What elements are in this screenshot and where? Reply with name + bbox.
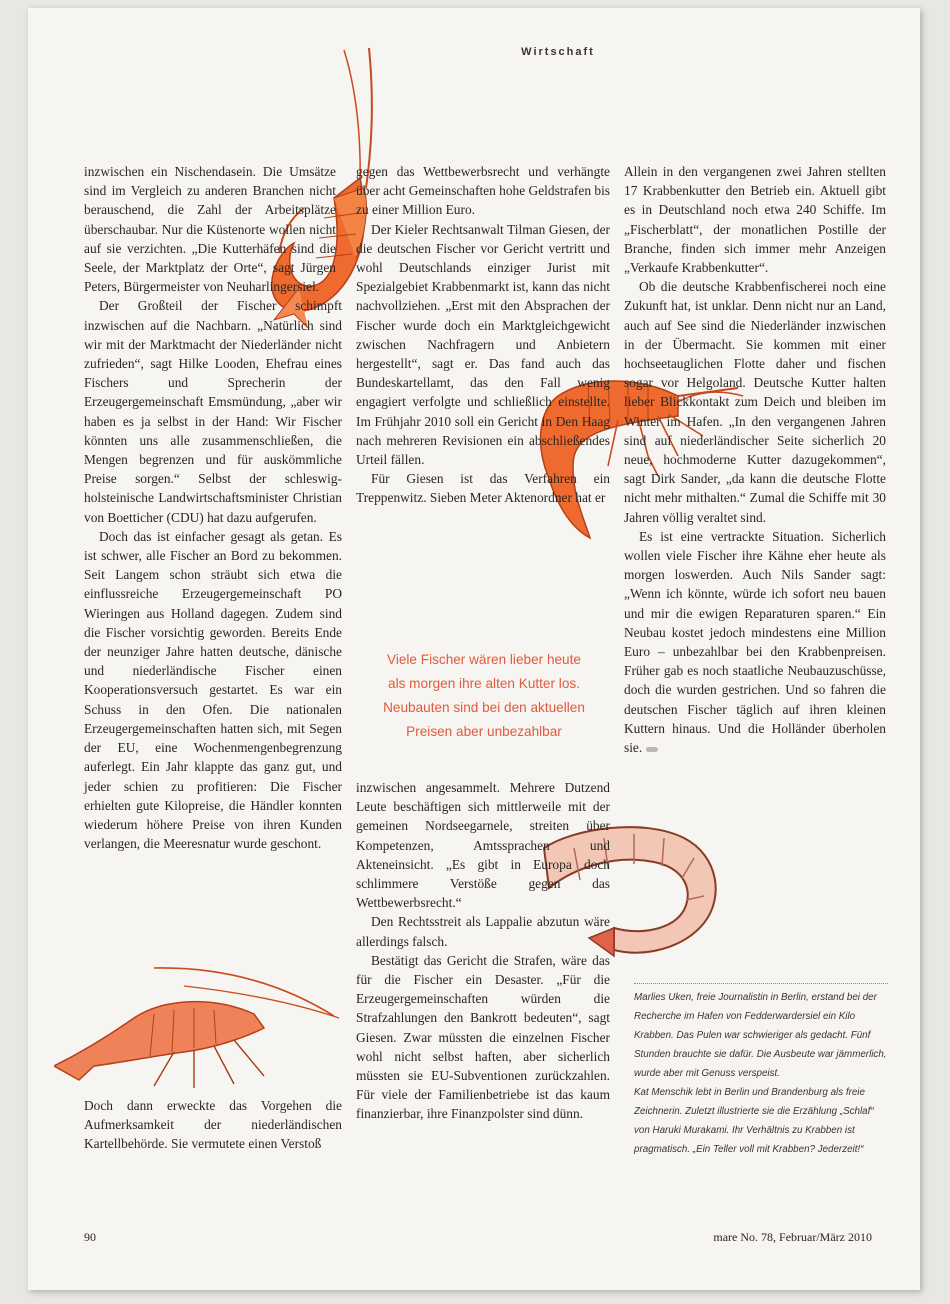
divider	[634, 983, 888, 984]
paragraph: Ob die deutsche Krabbenfischerei noch eine Zukunft hat, ist unklar. Denn nicht nur an Land, auch auf See sind die Niederländer inzwischen in der Übermacht. Sie kommen mit einer hochseetauglichen Flotte daher und fischen sogar vor Helgoland. Deutsche Kutter halten lieber Blickkontakt zum Deich und bleiben im Winter im Hafen. „In den vergangenen Jahren sind auf niederländischer Seite sicherlich 20 neue, hochmoderne Kutter dazugekommen“, sagt Dirk Sander, „da kann die deutsche Flotte nicht mehr mithalten.“ Zumal die Schiffe mit 30 Jahren völlig veraltet sind.	[624, 279, 886, 525]
magazine-page	[28, 8, 920, 1290]
paragraph: Der Kieler Rechtsanwalt Tilman Giesen, der die deutschen Fischer vor Gericht vertritt und wohl Deutschlands einziger Jurist mit Spezialgebiet Krabbenmarkt ist, kann das nicht nachvollziehen. „Erst mit den Absprachen der Fischer wurde doch ein Marktgleichgewicht zwischen Nachfragern und Anbietern hergestellt“, sagt er. Das fand auch das Bundeskartellamt, das den Fall wenig engagiert verfolgte und schließlich einstellte. Im Frühjahr 2010 soll ein Gericht in Den Haag nach mehreren Revisionen ein abschließendes Urteil fällen.	[356, 221, 610, 468]
column-1-top	[84, 162, 342, 853]
column-3	[624, 162, 886, 757]
shrimp-illustration-bottom	[54, 956, 354, 1096]
pull-quote-line: Viele Fischer wären lieber heute	[387, 652, 581, 667]
paragraph: Doch das ist einfacher gesagt als getan. Es ist schwer, alle Fischer an Bord zu bekommen. Seit Langem schon sträubt sich etwa die einflussreiche Erzeugergemeinschaft PO Wieringen aus Holland dagegen. Zudem sind die Fischer vorsichtig geworden. Bereits Ende der neunziger Jahre hatten deutsche, dänische und niederländische Fischer einen Kooperationsversuch gestartet. Es war ein Schuss in den Ofen. Die nationalen Erzeugergemeinschaften hatten sich, mit Segen der EU, eine Wochenmengenbegrenzung auferlegt. Ein Jahr klappte das ganz gut, und jeder schien zu profitieren: Die Fischer erhielten gute Kilopreise, die Händler konnten wiederum höhere Preise von ihren Kunden verlangen, die Meeresnatur wurde geschont.	[84, 528, 342, 852]
paragraph: Doch dann erweckte das Vorgehen die Aufmerksamkeit der niederländischen Kartellbehörde. Sie vermutete einen Verstoß	[84, 1098, 342, 1152]
illustrator-note: Kat Menschik lebt in Berlin und Brandenburg als freie Zeichnerin. Zuletzt illustrierte sie die Erzählung „Schlaf“ von Haruki Murakami. Ihr Verhältnis zu Krabben ist pragmatisch. „Ein Teller voll mit Krabben? Jederzeit!“	[634, 1087, 874, 1155]
pull-quote-line: Neubauten sind bei den aktuellen	[383, 700, 585, 715]
column-1-bottom	[84, 1096, 342, 1154]
author-note: Marlies Uken, freie Journalistin in Berlin, erstand bei der Recherche im Hafen von Fedderwardersiel ein Kilo Krabben. Das Pulen war schwieriger als gedacht. Fünf Stunden brauchte sie dafür. Die Ausbeute war jämmerlich, wurde aber mit Genuss verspeist.	[634, 992, 887, 1079]
pull-quote-line: Preisen aber unbezahlbar	[406, 724, 562, 739]
paragraph: gegen das Wettbewerbsrecht und verhängte über acht Gemeinschaften hohe Geldstrafen bis zu einer Million Euro.	[356, 164, 610, 218]
pull-quote	[358, 648, 610, 744]
paragraph: Der Großteil der Fischer schimpft inzwischen auf die Nachbarn. „Natürlich sind wir mit der Marktmacht der Niederländer nicht zufrieden“, sagt Hilke Looden, Ehefrau eines Fischers und Sprecherin der Erzeugergemeinschaft Emsmündung, „aber wir haben es ja selbst in der Hand: Wir Fischer könnten uns alle zusammenschließen, die Mengen begrenzen und für auskömmliche Preise sorgen.“ Selbst der schleswig-holsteinische Landwirtschaftsminister Christian von Boetticher (CDU) hat dazu aufgerufen.	[84, 298, 342, 525]
section-header: Wirtschaft	[521, 46, 595, 58]
paragraph: Den Rechtsstreit als Lappalie abzutun wäre allerdings falsch.	[356, 914, 610, 949]
end-mark-icon	[646, 747, 658, 752]
paragraph: Bestätigt das Gericht die Strafen, wäre das für die Fischer ein Desaster. „Für die Erzeugergemeinschaften würden die Strafzahlungen den Bankrott bedeuten“, sagt Giesen. Zwar müssten die einzelnen Fischer wohl nicht selbst haften, aber sicherlich müssten sie EU-Subventionen zurückzahlen. Für viele der Familienbetriebe ist das kaum finanzierbar, ihre Finanzpolster sind dünn.	[356, 952, 610, 1122]
column-2-top	[356, 162, 610, 508]
author-credits	[634, 983, 888, 1159]
column-2-bottom	[356, 778, 610, 1124]
paragraph: inzwischen angesammelt. Mehrere Dutzend Leute beschäftigen sich mittlerweile mit der gemeinen Nordseegarnele, streiten über Kompetenzen, Amtssprachen und Akteneinsicht. „Es gibt in Europa doch schlimmere Verstöße gegen das Wettbewerbsrecht.“	[356, 780, 610, 911]
page-number: 90	[84, 1230, 96, 1244]
paragraph: Allein in den vergangenen zwei Jahren stellten 17 Krabbenkutter den Betrieb ein. Aktuell gibt es in Deutschland noch etwa 240 Schiffe. Im „Fischerblatt“, der monatlichen Postille der Branche, finden sich immer mehr Anzeigen „Verkaufe Krabbenkutter“.	[624, 164, 886, 276]
paragraph: Für Giesen ist das Verfahren ein Treppenwitz. Sieben Meter Aktenordner hat er	[356, 471, 610, 506]
pull-quote-line: als morgen ihre alten Kutter los.	[388, 676, 580, 691]
paragraph: Es ist eine vertrackte Situation. Sicherlich wollen viele Fischer ihre Kähne eher heute als morgen loswerden. Auch Nils Sander sagt: „Wenn ich könnte, würde ich sofort neu bauen und mir die ewigen Reparaturen sparen.“ Ein Neubau kostet jedoch mindestens eine Million Euro – unbezahlbar bei den Krabbenpreisen. Früher gab es noch staatliche Neubauzuschüsse, doch die wurden gestrichen. Und so fahren die deutschen Fischer täglich auf ihren kleinen Kuttern hinaus. Und die Holländer überholen sie.	[624, 528, 886, 756]
issue-info: mare No. 78, Februar/März 2010	[713, 1230, 872, 1244]
paragraph: inzwischen ein Nischendasein. Die Umsätze sind im Vergleich zu anderen Branchen nicht berauschend, die Zahl der Arbeitsplätze überschaubar. Nur die Küstenorte wollen nicht auf sie verzichten. „Die Kutterhäfen sind die Seele, der Marktplatz der Orte“, sagt Jürgen Peters, Bürgermeister von Neuharlingersiel.	[84, 164, 336, 295]
